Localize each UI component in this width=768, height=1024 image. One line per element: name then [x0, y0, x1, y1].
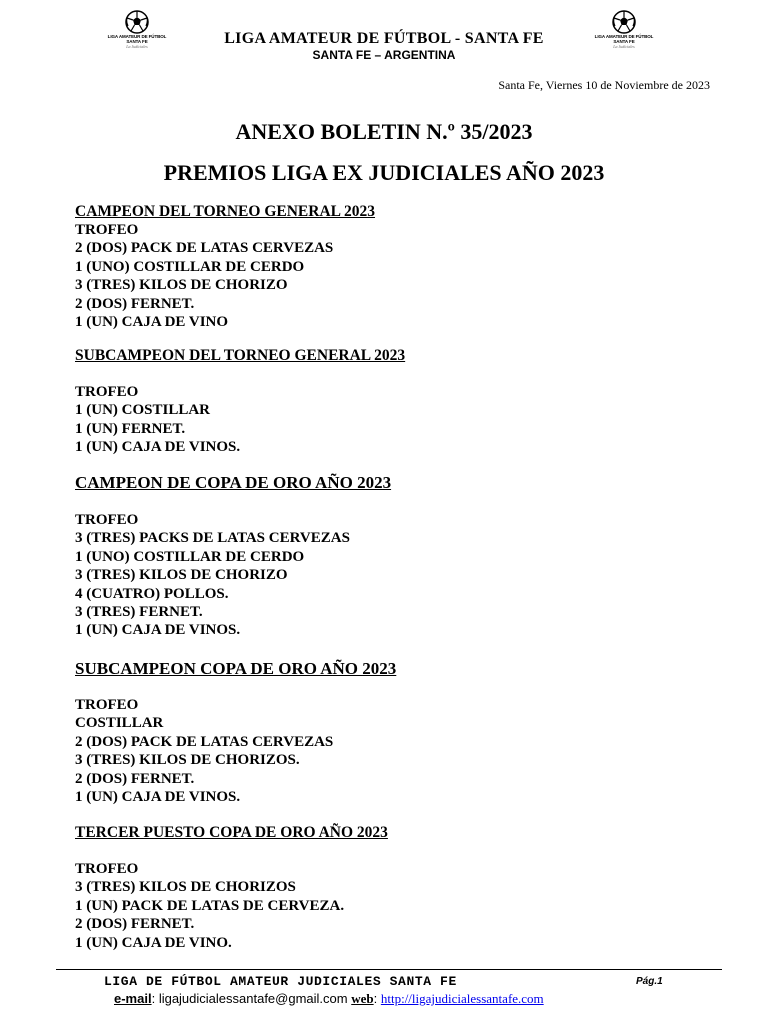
logo-subtext: La Judiciales	[126, 44, 148, 49]
prize-item: TROFEO	[75, 384, 139, 400]
section-title: SUBCAMPEON COPA DE ORO AÑO 2023	[75, 659, 397, 678]
prize-section-gold-cup-runner-up	[75, 660, 695, 806]
letterhead-subtitle: SANTA FE – ARGENTINA	[312, 48, 456, 62]
prize-item: 1 (UN) CAJA DE VINOS.	[75, 439, 241, 456]
section-title: TERCER PUESTO COPA DE ORO AÑO 2023	[75, 824, 388, 841]
prize-item: 4 (CUATRO) POLLOS.	[75, 585, 229, 602]
prize-item: 3 (TRES) KILOS DE CHORIZO	[75, 277, 288, 294]
prize-item: 1 (UN) COSTILLAR	[75, 402, 211, 419]
prize-item: TROFEO	[75, 697, 139, 713]
prize-section-general-champion	[75, 203, 695, 331]
footer-contact: e-mail: ligajudicialessantafe@gmail.com web: http://ligajudicialessantafe.com	[114, 991, 544, 1006]
prize-section-gold-cup-champion	[75, 474, 695, 640]
prize-item: 2 (DOS) FERNET.	[75, 916, 195, 933]
section-title: CAMPEON DE COPA DE ORO AÑO 2023	[75, 473, 392, 492]
section-title: SUBCAMPEON DEL TORNEO GENERAL 2023	[75, 347, 406, 364]
prize-item: 1 (UN) CAJA DE VINO.	[75, 934, 232, 951]
web-label: web	[351, 991, 374, 1006]
prize-item: 1 (UN) CAJA DE VINO	[75, 314, 229, 331]
email-address: ligajudicialessantafe@gmail.com	[158, 991, 348, 1006]
letterhead-title: LIGA AMATEUR DE FÚTBOL - SANTA FE	[224, 30, 544, 47]
prize-section-gold-cup-third-place	[75, 824, 695, 952]
document-title: ANEXO BOLETIN N.º 35/2023	[235, 119, 533, 144]
prize-list	[75, 383, 695, 457]
prize-item: TROFEO	[75, 222, 139, 238]
prize-item: 1 (UN) FERNET.	[75, 420, 186, 437]
prize-item: 1 (UN) CAJA DE VINOS.	[75, 622, 241, 639]
prize-item: 2 (DOS) PACK DE LATAS CERVEZAS	[75, 240, 334, 257]
document-subtitle: PREMIOS LIGA EX JUDICIALES AÑO 2023	[163, 160, 605, 185]
website-link[interactable]: http://ligajudicialessantafe.com	[380, 991, 544, 1006]
prize-item: 2 (DOS) PACK DE LATAS CERVEZAS	[75, 733, 334, 750]
logo-text: LIGA AMATEUR DE FÚTBOL SANTA FE	[594, 34, 654, 44]
logo-subtext: La Judiciales	[613, 44, 635, 49]
prize-item: 3 (TRES) PACKS DE LATAS CERVEZAS	[75, 530, 350, 547]
prize-item: 2 (DOS) FERNET.	[75, 770, 195, 787]
prize-item: TROFEO	[75, 512, 139, 528]
prize-item: 2 (DOS) FERNET.	[75, 295, 195, 312]
prize-item: 3 (TRES) KILOS DE CHORIZOS	[75, 879, 296, 896]
prize-list	[75, 221, 695, 331]
footer-organization: LIGA DE FÚTBOL AMATEUR JUDICIALES SANTA FE	[104, 974, 457, 989]
prize-item: 1 (UNO) COSTILLAR DE CERDO	[75, 258, 305, 275]
page-number: Pág.1	[636, 976, 663, 987]
prize-section-general-runner-up	[75, 347, 695, 457]
prize-item: 3 (TRES) FERNET.	[75, 604, 203, 621]
prize-item: 1 (UN) CAJA DE VINOS.	[75, 789, 241, 806]
prize-item: 3 (TRES) KILOS DE CHORIZO	[75, 567, 288, 584]
prize-item: 1 (UNO) COSTILLAR DE CERDO	[75, 548, 305, 565]
prize-item: TROFEO	[75, 861, 139, 877]
prize-item: 3 (TRES) KILOS DE CHORIZOS.	[75, 752, 300, 769]
document-date: Santa Fe, Viernes 10 de Noviembre de 2023	[498, 78, 710, 92]
prize-item: 1 (UN) PACK DE LATAS DE CERVEZA.	[75, 897, 345, 914]
footer-divider	[56, 969, 722, 970]
logo-text: LIGA AMATEUR DE FÚTBOL SANTA FE	[107, 34, 167, 44]
section-title: CAMPEON DEL TORNEO GENERAL 2023	[75, 203, 376, 220]
prize-list	[75, 511, 695, 640]
email-label: e-mail	[114, 991, 152, 1006]
prize-item: COSTILLAR	[75, 715, 164, 732]
prize-list	[75, 696, 695, 806]
prize-list	[75, 860, 695, 952]
